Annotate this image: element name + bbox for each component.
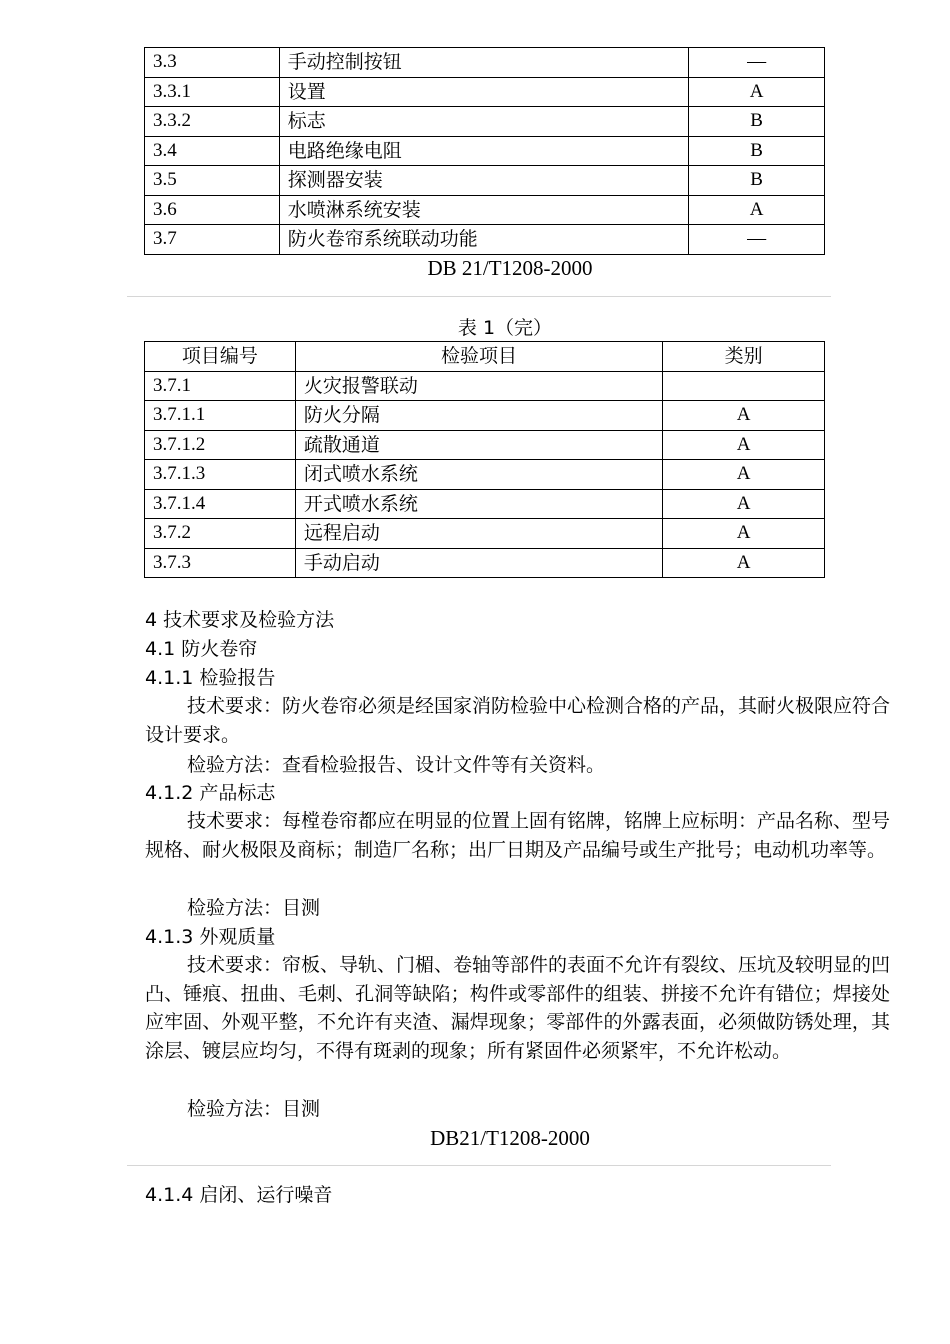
item-name: 标志 <box>279 107 688 137</box>
item-code: 3.7.1.3 <box>145 460 296 490</box>
paragraph-inspection-method: 检验方法：查看检验报告、设计文件等有关资料。 <box>187 754 606 776</box>
table-row <box>145 107 825 137</box>
item-category: A <box>663 401 825 431</box>
table-row <box>145 430 825 460</box>
section-heading-4-1-2: 4.1.2 产品标志 <box>145 782 276 804</box>
table-row <box>145 195 825 225</box>
table-row <box>145 225 825 255</box>
item-name: 远程启动 <box>295 519 662 549</box>
page-divider <box>127 296 831 297</box>
item-category: — <box>689 48 825 78</box>
table-row <box>145 519 825 549</box>
item-code: 3.7.3 <box>145 548 296 578</box>
section-heading-4-1-4: 4.1.4 启闭、运行噪音 <box>145 1184 333 1206</box>
paragraph-technical-requirement: 技术要求：帘板、导轨、门楣、卷轴等部件的表面不允许有裂纹、压坑及较明显的凹凸、锤痕、扭曲、毛刺、孔洞等缺陷；构件或零部件的组装、拼接不允许有错位；焊接处应牢固、外观平整，不允许有夹渣、漏焊现象；零部件的外露表面，必须做防锈处理，其涂层、镀层应均匀，不得有斑剥的现象；所有紧固件必须紧牢，不允许松动。 <box>145 954 891 1062</box>
item-name: 电路绝缘电阻 <box>279 136 688 166</box>
table-row <box>145 48 825 78</box>
paragraph-technical-requirement: 技术要求：每樘卷帘都应在明显的位置上固有铭牌，铭牌上应标明：产品名称、型号规格、耐火极限及商标；制造厂名称；出厂日期及产品编号或生产批号；电动机功率等。 <box>145 810 891 861</box>
paragraph-inspection-method: 检验方法：目测 <box>187 897 321 919</box>
item-category: A <box>689 195 825 225</box>
item-name: 手动启动 <box>295 548 662 578</box>
table-header-row <box>145 342 825 372</box>
item-category <box>663 371 825 401</box>
header-category: 类别 <box>663 342 825 372</box>
table-row <box>145 548 825 578</box>
table-row <box>145 489 825 519</box>
item-category: A <box>663 460 825 490</box>
section-heading-4-1: 4.1 防火卷帘 <box>145 638 258 660</box>
item-category: A <box>663 430 825 460</box>
page-footer-standard-code: DB21/T1208-2000 <box>430 1126 590 1150</box>
item-category: B <box>689 136 825 166</box>
item-category: — <box>689 225 825 255</box>
item-code: 3.3.1 <box>145 77 280 107</box>
item-code: 3.4 <box>145 136 280 166</box>
table-row <box>145 371 825 401</box>
header-item-code: 项目编号 <box>145 342 296 372</box>
item-category: A <box>663 489 825 519</box>
item-code: 3.7.1.4 <box>145 489 296 519</box>
item-category: A <box>663 548 825 578</box>
item-code: 3.5 <box>145 166 280 196</box>
item-code: 3.7.1 <box>145 371 296 401</box>
item-code: 3.3.2 <box>145 107 280 137</box>
item-category: A <box>663 519 825 549</box>
item-name: 设置 <box>279 77 688 107</box>
item-name: 开式喷水系统 <box>295 489 662 519</box>
item-code: 3.7 <box>145 225 280 255</box>
section-heading-4: 4 技术要求及检验方法 <box>145 609 335 631</box>
section-heading-4-1-1: 4.1.1 检验报告 <box>145 667 276 689</box>
page-divider <box>127 1165 831 1166</box>
item-name: 疏散通道 <box>295 430 662 460</box>
section-heading-4-1-3: 4.1.3 外观质量 <box>145 926 276 948</box>
item-name: 火灾报警联动 <box>295 371 662 401</box>
table-row <box>145 166 825 196</box>
item-name: 手动控制按钮 <box>279 48 688 78</box>
table-row <box>145 77 825 107</box>
item-name: 探测器安装 <box>279 166 688 196</box>
paragraph-technical-requirement: 技术要求：防火卷帘必须是经国家消防检验中心检测合格的产品，其耐火极限应符合设计要求。 <box>145 695 891 746</box>
table-caption: 表 1（完） <box>457 317 553 339</box>
item-category: B <box>689 107 825 137</box>
item-code: 3.7.1.1 <box>145 401 296 431</box>
item-name: 防火分隔 <box>295 401 662 431</box>
item-code: 3.7.1.2 <box>145 430 296 460</box>
table-row <box>145 401 825 431</box>
table-row <box>145 460 825 490</box>
table-row <box>145 136 825 166</box>
item-code: 3.6 <box>145 195 280 225</box>
item-code: 3.3 <box>145 48 280 78</box>
item-category: A <box>689 77 825 107</box>
item-name: 防火卷帘系统联动功能 <box>279 225 688 255</box>
inspection-table <box>144 341 825 578</box>
item-name: 水喷淋系统安装 <box>279 195 688 225</box>
paragraph-inspection-method: 检验方法：目测 <box>187 1098 321 1120</box>
page-footer-standard-code: DB 21/T1208-2000 <box>427 256 593 280</box>
item-code: 3.7.2 <box>145 519 296 549</box>
item-name: 闭式喷水系统 <box>295 460 662 490</box>
inspection-table-top <box>144 47 825 255</box>
header-item-name: 检验项目 <box>295 342 662 372</box>
item-category: B <box>689 166 825 196</box>
